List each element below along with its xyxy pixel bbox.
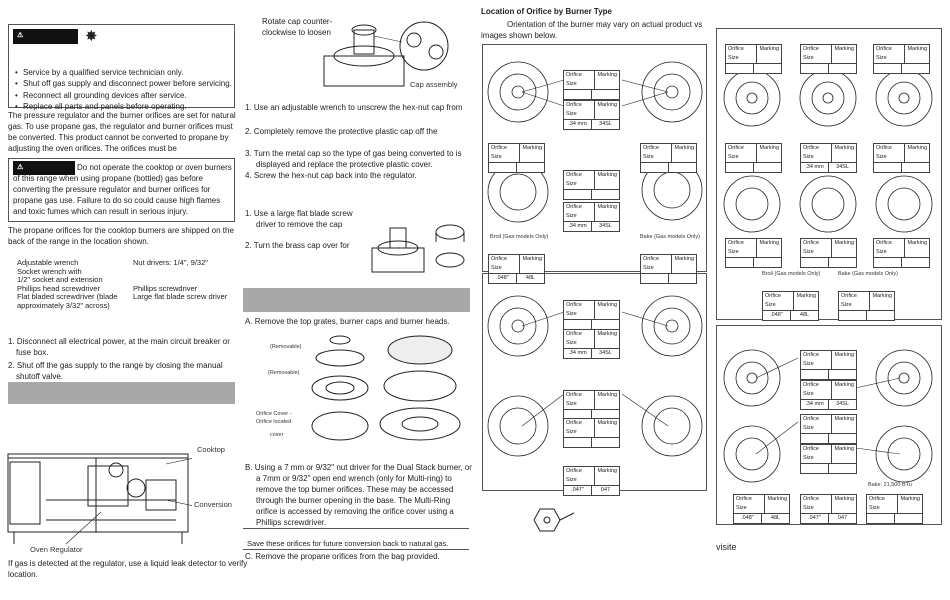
col-mark: Marking: [834, 446, 854, 452]
col-size: Orifice Size: [734, 495, 765, 513]
col-mark: Marking: [674, 256, 694, 262]
value-mark: 34SL: [599, 121, 612, 127]
orifice-table: [563, 300, 620, 330]
value-mark: 34SL: [599, 223, 612, 229]
orifice-table: [563, 329, 620, 359]
bullet: • Shut off gas supply and disconnect power before servicing.: [15, 78, 235, 89]
value-size: .34 mm: [564, 120, 592, 129]
col-size: Orifice Size: [874, 144, 905, 162]
orifice-table: [873, 238, 930, 268]
tool: [133, 268, 243, 277]
reg-step-3: 3. Turn the metal cap so the type of gas being converted to is displayed and replace the protective plastic cover.: [245, 149, 462, 169]
broil-label: Broil (Gas models Only): [490, 234, 549, 240]
bullet: • Service by a qualified service technician only.: [15, 67, 235, 78]
orifice-table: [563, 202, 620, 232]
orifice-table: [725, 238, 782, 268]
orifice-location-subtitle: Orientation of the burner may vary on actual product vs images shown below.: [481, 20, 703, 40]
cap-assembly-label: Cap assembly: [410, 80, 458, 89]
warning-box-1: [8, 24, 235, 111]
bake-btu-label: Bake: 21,500 BTu: [868, 482, 912, 488]
col-mark: Marking: [597, 420, 617, 426]
reg2-step-1: 1. Use a large flat blade screw driver to remove the cap: [245, 209, 353, 229]
step-a: A. Remove the top grates, burner caps and burner heads.: [245, 317, 450, 326]
orifice-table: [762, 291, 819, 321]
col-size: Orifice Size: [489, 144, 520, 162]
col-mark: Marking: [759, 145, 779, 151]
reg-step-4: 4. Screw the hex-nut cap back into the regulator.: [245, 171, 417, 180]
reg2-step-2: 2. Turn the brass cap over for: [245, 241, 350, 250]
col-mark: Marking: [522, 145, 542, 151]
broil-label-4: Broil (Gas models Only): [762, 271, 821, 277]
label-orifice-cover: Orifice Cover - Orifice located: [256, 411, 292, 425]
value-mark: 047: [600, 487, 611, 493]
value-mark: 48L: [770, 515, 781, 521]
orifice-table: [800, 444, 857, 474]
orifice-hex-icon: [528, 505, 576, 535]
burner-exploded-diagram: [300, 330, 472, 448]
warning2-text: Do not operate the cooktop or oven burners of this range when using propane (bottled) gas before converting the pressure regulator and burner orifices for propane gas use. Failure to do so could cause high flames and toxic fumes which can result in serious injury.: [13, 163, 232, 216]
cap-instruction: Rotate cap counter- clockwise to loosen: [262, 17, 333, 37]
orifice-table: [800, 380, 857, 410]
col-size: Orifice Size: [726, 239, 757, 257]
orifice-table: [640, 254, 697, 284]
col-size: Orifice Size: [874, 45, 905, 63]
bullet: • Reconnect all grounding devices after service.: [15, 90, 235, 101]
col-size: Orifice Size: [641, 255, 672, 273]
col-size: Orifice Size: [564, 419, 595, 437]
value-mark: 34SL: [599, 350, 612, 356]
col-mark: Marking: [834, 382, 854, 388]
value-mark: 047: [837, 515, 848, 521]
col-size: Orifice Size: [726, 45, 757, 63]
leak-detect-text: If gas is detected at the regulator, use a liquid leak detector to verify location.: [8, 559, 248, 579]
tool: Flat bladed screwdriver (blade: [17, 292, 118, 301]
col-mark: Marking: [674, 145, 694, 151]
col-size: Orifice Size: [564, 301, 595, 319]
value-size: .048": [734, 514, 762, 523]
col-mark: Marking: [597, 331, 617, 337]
col-size: Orifice Size: [801, 415, 832, 433]
col-mark: Marking: [834, 145, 854, 151]
orifice-table: [563, 466, 620, 496]
col-mark: Marking: [907, 145, 927, 151]
orifice-table: [563, 418, 620, 448]
warning-bullets: [15, 67, 235, 112]
col-size: Orifice Size: [801, 495, 832, 513]
col-size: Orifice Size: [564, 391, 595, 409]
orifice-table: [725, 143, 782, 173]
value-size: .34 mm: [801, 400, 829, 409]
reg-step-2: 2. Completely remove the protective plastic cap off the: [245, 127, 438, 136]
col-size: Orifice Size: [489, 255, 520, 273]
label-cooktop: Cooktop: [197, 445, 225, 454]
orifice-table: [873, 143, 930, 173]
step-c: C. Remove the propane orifices from the bag provided.: [245, 552, 440, 561]
col-size: Orifice Size: [874, 239, 905, 257]
col-size: Orifice Size: [726, 144, 757, 162]
value-size: .34 mm: [564, 349, 592, 358]
value-size: .047": [564, 486, 592, 495]
tool: Large flat blade screw driver: [133, 292, 228, 301]
step-disconnect-power: 1. Disconnect all electrical power, at the main circuit breaker or fuse box.: [8, 337, 230, 357]
reg-step-1: 1. Use an adjustable wrench to unscrew the hex-nut cap from: [245, 103, 463, 112]
col-size: Orifice Size: [801, 381, 832, 399]
orifice-table: [800, 414, 857, 444]
col-mark: Marking: [834, 496, 854, 502]
col-mark: Marking: [597, 172, 617, 178]
tool: Socket wrench with: [17, 266, 82, 276]
bake-label-4: Bake (Gas models Only): [838, 271, 898, 277]
orifice-table: [563, 390, 620, 420]
step-shut-off-gas: 2. Shut off the gas supply to the range by closing the manual shutoff valve.: [8, 361, 223, 381]
warning-badge: ⚠: [13, 29, 78, 44]
value-size: .048": [489, 274, 517, 283]
col-size: Orifice Size: [564, 203, 595, 221]
tool: approximately 3/32" across): [17, 300, 110, 310]
orifice-table: [488, 254, 545, 284]
label-cover: cover: [270, 432, 284, 438]
col-mark: Marking: [597, 72, 617, 78]
orifice-table: [733, 494, 790, 524]
orifice-location-title: Location of Orifice by Burner Type: [481, 7, 612, 16]
tool: Adjustable wrench: [17, 258, 79, 267]
value-size: .34 mm: [801, 163, 829, 172]
col-mark: Marking: [522, 256, 542, 262]
col-mark: Marking: [834, 240, 854, 246]
brass-cap-diagram: [368, 218, 472, 280]
orifice-table: [563, 100, 620, 130]
section-header-bar-2: [243, 288, 470, 312]
save-orifices-box: [243, 528, 469, 550]
value-mark: 34SL: [836, 164, 849, 170]
col-size: Orifice Size: [564, 71, 595, 89]
orifice-table: [488, 143, 545, 173]
col-mark: Marking: [796, 293, 816, 299]
range-back-diagram: [6, 440, 192, 552]
col-size: Orifice Size: [867, 495, 898, 513]
col-mark: Marking: [759, 240, 779, 246]
tool: Phillips head screwdriver: [17, 283, 100, 293]
orifice-table: [873, 44, 930, 74]
visit-text: visite: [716, 542, 737, 552]
orifice-table: [563, 70, 620, 100]
col-mark: Marking: [597, 302, 617, 308]
orifice-table: [800, 494, 857, 524]
warning-badge-2: ⚠: [13, 161, 75, 175]
col-mark: Marking: [907, 240, 927, 246]
tools-list-left: [17, 259, 137, 310]
orifice-table: [800, 238, 857, 268]
orifice-table: [866, 494, 923, 524]
col-size: Orifice Size: [564, 101, 595, 119]
intro-paragraph: The pressure regulator and the burner orifices are set for natural gas. To use propane gas, the regulator and burner orifices must be converted. This product cannot be converted to propane by adjusting the oven orifices. The orifices must be: [8, 111, 236, 153]
value-mark: 48L: [525, 275, 536, 281]
tool: Phillips screwdriver: [133, 283, 198, 293]
col-mark: Marking: [907, 46, 927, 52]
col-size: Orifice Size: [839, 292, 870, 310]
col-size: Orifice Size: [801, 144, 832, 162]
orifice-table: [800, 44, 857, 74]
fire-hazard-icon: ✸: [85, 28, 98, 45]
col-mark: Marking: [597, 204, 617, 210]
save-orifices-text: Save these orifices for future conversion back to natural gas.: [247, 539, 449, 548]
col-mark: Marking: [597, 468, 617, 474]
col-size: Orifice Size: [564, 171, 595, 189]
label-oven-regulator: Oven Regulator: [30, 545, 83, 554]
value-mark: 34SL: [836, 401, 849, 407]
col-mark: Marking: [597, 392, 617, 398]
value-size: .34 mm: [564, 222, 592, 231]
orifice-table: [800, 143, 857, 173]
orifice-table: [800, 350, 857, 380]
col-mark: Marking: [597, 102, 617, 108]
orifice-shipped-text: The propane orifices for the cooktop burners are shipped on the back of the range in the location shown.: [8, 226, 234, 246]
col-mark: Marking: [872, 293, 892, 299]
label-removable-2: (Removable): [268, 370, 300, 376]
section-header-bar: [8, 382, 235, 404]
col-mark: Marking: [834, 416, 854, 422]
step-b: B. Using a 7 mm or 9/32" nut driver for the Dual Stack burner, or a 7mm or 9/32" open end wrench (only for Multi-ring) to remove the top burner orifices. These may be accessed through the burner opening in the base. The Multi-Ring orifice is accessed by removing the orifice cover using a Phillips screwdriver.: [245, 463, 472, 527]
tool: 1/2" socket and extension: [17, 275, 103, 284]
orifice-table: [640, 143, 697, 173]
col-size: Orifice Size: [801, 239, 832, 257]
col-size: Orifice Size: [641, 144, 672, 162]
orifice-table: [563, 170, 620, 200]
bullet: • Replace all parts and panels before operating.: [15, 101, 235, 112]
value-size: .048": [763, 311, 791, 320]
col-size: Orifice Size: [801, 45, 832, 63]
col-size: Orifice Size: [564, 330, 595, 348]
col-size: Orifice Size: [801, 351, 832, 369]
warning-box-2: [8, 158, 235, 222]
tool: Nut drivers: 1/4", 9/32": [133, 258, 208, 267]
orifice-table: [725, 44, 782, 74]
label-removable-1: (Removable): [270, 344, 302, 350]
col-size: Orifice Size: [801, 445, 832, 463]
bake-label: Bake (Gas models Only): [640, 234, 700, 240]
col-mark: Marking: [900, 496, 920, 502]
col-mark: Marking: [767, 496, 787, 502]
col-size: Orifice Size: [763, 292, 794, 310]
orifice-table: [838, 291, 895, 321]
label-conversion: Conversion: [194, 500, 232, 509]
value-mark: 48L: [799, 312, 810, 318]
col-mark: Marking: [834, 46, 854, 52]
tools-list-right: [133, 259, 243, 302]
value-size: .047": [801, 514, 829, 523]
col-size: Orifice Size: [564, 467, 595, 485]
col-mark: Marking: [834, 352, 854, 358]
col-mark: Marking: [759, 46, 779, 52]
